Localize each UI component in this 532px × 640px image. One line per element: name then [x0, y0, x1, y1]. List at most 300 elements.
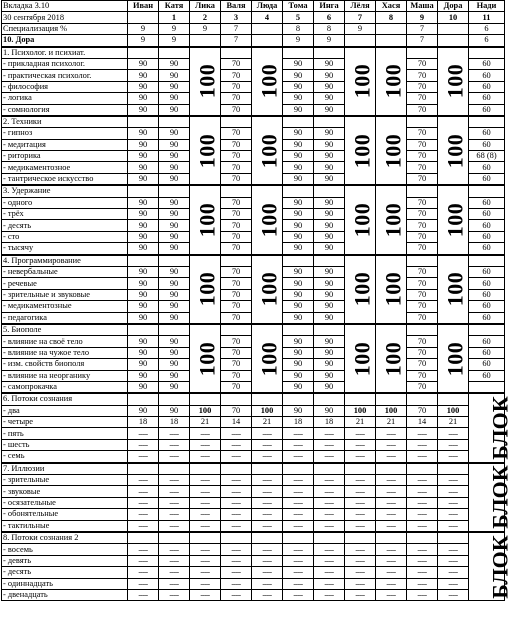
skill-value: 90 [283, 58, 314, 69]
skill-value: 90 [159, 139, 190, 150]
skill-value: 90 [314, 381, 345, 393]
skill-value: ----- [283, 428, 314, 439]
column-number: 7 [345, 12, 376, 23]
skill-value: ----- [252, 520, 283, 532]
skill-row [2, 405, 505, 416]
section-title-row [2, 532, 505, 544]
section-title-blank [221, 324, 252, 336]
dora-row-value: 9 [159, 35, 190, 47]
skill-label: - пять [2, 428, 128, 439]
section-title-blank [314, 324, 345, 336]
skill-value: 90 [314, 312, 345, 324]
skill-label: - практическая психолог. [2, 70, 128, 81]
skill-value: 70 [221, 359, 252, 370]
section-title-blank [438, 393, 469, 405]
skill-value: 90 [128, 243, 159, 255]
skill-value: ----- [376, 486, 407, 497]
skill-value: ----- [314, 555, 345, 566]
skill-label: - тантрическое искусство [2, 173, 128, 185]
skill-value: 90 [283, 104, 314, 116]
column-number: 9 [407, 12, 438, 23]
section-title-blank [345, 532, 376, 544]
section-title-blank [407, 116, 438, 128]
skill-value: 60 [469, 312, 505, 324]
skill-value: ----- [345, 544, 376, 555]
skill-value: ----- [159, 509, 190, 520]
skill-value: 90 [283, 266, 314, 277]
skill-value: 70 [221, 81, 252, 92]
skill-value: ----- [159, 567, 190, 578]
skill-value: ----- [314, 567, 345, 578]
skill-value: 21 [376, 417, 407, 428]
block-label [469, 393, 513, 462]
skill-value: ----- [376, 509, 407, 520]
skill-row [2, 417, 505, 428]
section-title-blank [407, 324, 438, 336]
skill-value: 90 [283, 139, 314, 150]
section-title-blank [407, 185, 438, 197]
skill-value: ----- [283, 567, 314, 578]
section-title-row [2, 185, 505, 197]
skill-value: ----- [159, 451, 190, 463]
skill-value: 90 [128, 301, 159, 312]
skill-value: 90 [283, 243, 314, 255]
skill-value: ----- [283, 486, 314, 497]
skill-row [2, 578, 505, 589]
column-number: 11 [469, 12, 505, 23]
skill-label: - восемь [2, 544, 128, 555]
block-text: БЛОК [487, 465, 513, 530]
skill-value: ----- [221, 555, 252, 566]
vertical-100-value [190, 116, 221, 185]
skill-value: ----- [345, 555, 376, 566]
column-name: Иван [128, 1, 159, 12]
skill-value: 90 [128, 266, 159, 277]
skill-value: 90 [159, 347, 190, 358]
skill-value: 90 [314, 151, 345, 162]
skill-label: - трёх [2, 209, 128, 220]
skill-value: ----- [221, 578, 252, 589]
vertical-100-text: 100 [380, 133, 406, 168]
column-name: Нади [469, 1, 505, 12]
skill-value: ----- [438, 589, 469, 600]
skill-label: - звуковые [2, 486, 128, 497]
skill-value: 90 [283, 312, 314, 324]
vertical-100-text: 100 [442, 202, 468, 238]
skill-value: ----- [252, 589, 283, 600]
section-title-blank [314, 463, 345, 475]
skill-value: 60 [469, 243, 505, 255]
column-number: 6 [314, 12, 345, 23]
skill-value: 90 [283, 93, 314, 104]
skill-label: - тактильные [2, 520, 128, 532]
vertical-100-text: 100 [194, 272, 220, 307]
skill-value: 90 [128, 405, 159, 416]
skill-value: ----- [159, 497, 190, 508]
skill-value: 90 [283, 162, 314, 173]
skill-value: 90 [283, 128, 314, 139]
section-title-blank [314, 532, 345, 544]
skill-value: 90 [128, 81, 159, 92]
skill-value: ----- [190, 544, 221, 555]
skill-value: 100 [345, 405, 376, 416]
skill-value: 90 [128, 312, 159, 324]
skill-value: ----- [159, 589, 190, 600]
section-title-blank [190, 393, 221, 405]
skill-label: - прикладная психолог. [2, 58, 128, 69]
skill-value: 90 [314, 128, 345, 139]
dora-row-value: 9 [128, 35, 159, 47]
section-title-blank [283, 532, 314, 544]
skill-value: 70 [407, 139, 438, 150]
skill-value: 90 [128, 70, 159, 81]
section-title-blank [252, 532, 283, 544]
section-title-blank [407, 463, 438, 475]
skill-value: ----- [252, 509, 283, 520]
vertical-100-text: 100 [442, 133, 468, 168]
skill-value: 90 [314, 209, 345, 220]
skill-value: ----- [128, 544, 159, 555]
skill-value: 90 [128, 370, 159, 381]
skill-value: 70 [407, 104, 438, 116]
skill-value: ----- [407, 544, 438, 555]
skill-value: ----- [376, 439, 407, 450]
skill-label: - речевые [2, 278, 128, 289]
skill-value: 70 [221, 289, 252, 300]
dora-row-value: 9 [283, 35, 314, 47]
skill-value: 70 [407, 278, 438, 289]
skill-value: ----- [438, 509, 469, 520]
skill-value: 90 [314, 139, 345, 150]
skill-value: 60 [469, 336, 505, 347]
specialization-row-value: 9 [190, 23, 221, 34]
skill-value: 60 [469, 197, 505, 208]
vertical-100-text: 100 [349, 272, 375, 307]
skill-value: ----- [252, 439, 283, 450]
skill-value: 90 [159, 220, 190, 231]
skill-value: 14 [407, 417, 438, 428]
skill-value: ----- [128, 555, 159, 566]
section-title-blank [252, 393, 283, 405]
section-title-blank [159, 185, 190, 197]
skill-label: - четыре [2, 417, 128, 428]
header-row [2, 1, 505, 12]
skill-value: 90 [314, 162, 345, 173]
skill-value: ----- [438, 439, 469, 450]
skill-value: 60 [469, 289, 505, 300]
skill-label: - влияние на своё тело [2, 336, 128, 347]
vertical-100-value [376, 47, 407, 116]
skill-value: 60 [469, 231, 505, 242]
skill-label: - сто [2, 231, 128, 242]
section-title-blank [469, 255, 505, 267]
skill-value: 90 [159, 151, 190, 162]
skill-value: ----- [345, 428, 376, 439]
skill-value: 70 [221, 266, 252, 277]
skill-value: ----- [438, 578, 469, 589]
skill-value: 70 [407, 93, 438, 104]
specialization-row-value: 7 [407, 23, 438, 34]
dora-row-value [190, 35, 221, 47]
skill-value: 90 [128, 128, 159, 139]
skill-value: ----- [283, 497, 314, 508]
skill-value: ----- [345, 520, 376, 532]
skill-value: ----- [438, 555, 469, 566]
skill-value: ----- [159, 428, 190, 439]
section-title-row [2, 47, 505, 59]
skill-value: ----- [376, 428, 407, 439]
specialization-row [2, 23, 505, 34]
section-title-blank [469, 116, 505, 128]
skill-value: 90 [314, 93, 345, 104]
skill-value: 90 [314, 231, 345, 242]
dora-row-value: 7 [407, 35, 438, 47]
section-title: 5. Биополе [2, 324, 128, 336]
skill-value: 90 [128, 173, 159, 185]
section-title-blank [128, 116, 159, 128]
skill-value: 70 [221, 151, 252, 162]
skill-value: 90 [159, 301, 190, 312]
skill-value: ----- [345, 439, 376, 450]
skill-value: 70 [221, 93, 252, 104]
section-title-blank [159, 532, 190, 544]
skill-value: ----- [190, 578, 221, 589]
skill-value: ----- [283, 475, 314, 486]
skill-label: - зрительные и звуковые [2, 289, 128, 300]
skill-value: 60 [469, 104, 505, 116]
dora-row-value [252, 35, 283, 47]
skill-value: 70 [221, 243, 252, 255]
skill-value: ----- [221, 451, 252, 463]
skill-value: 70 [221, 231, 252, 242]
skill-row [2, 486, 505, 497]
section-title: 2. Техники [2, 116, 128, 128]
skill-value: 18 [283, 417, 314, 428]
skill-value: ----- [407, 451, 438, 463]
skill-label: - зрительные [2, 475, 128, 486]
vertical-100-text: 100 [256, 133, 282, 168]
skill-value: ----- [221, 509, 252, 520]
section-title-blank [221, 185, 252, 197]
skill-value: ----- [128, 567, 159, 578]
skill-value: 70 [221, 104, 252, 116]
skill-value: 70 [407, 289, 438, 300]
skill-value: ----- [128, 509, 159, 520]
skill-value: 90 [128, 209, 159, 220]
skill-value: ----- [190, 589, 221, 600]
section-title-blank [376, 393, 407, 405]
skill-value: 70 [221, 128, 252, 139]
section-title-blank [190, 532, 221, 544]
skill-value: 90 [314, 81, 345, 92]
skill-value: 90 [159, 81, 190, 92]
skill-value: 90 [128, 278, 159, 289]
skills-table [1, 0, 513, 601]
vertical-100-value [345, 185, 376, 254]
skill-value: ----- [283, 589, 314, 600]
skill-value: 90 [283, 231, 314, 242]
skill-value: ----- [128, 520, 159, 532]
skill-value: 90 [283, 220, 314, 231]
section-title-blank [221, 47, 252, 59]
skill-value: ----- [407, 509, 438, 520]
skill-value: ----- [252, 555, 283, 566]
skill-value: ----- [221, 428, 252, 439]
section-title-blank [128, 47, 159, 59]
skill-row [2, 567, 505, 578]
column-number: 8 [376, 12, 407, 23]
skill-value: ----- [314, 439, 345, 450]
skill-row [2, 428, 505, 439]
skill-row [2, 555, 505, 566]
skill-value: ----- [438, 428, 469, 439]
skill-value: ----- [159, 520, 190, 532]
vertical-100-text: 100 [349, 341, 375, 376]
section-title-blank [128, 324, 159, 336]
skill-value: 90 [283, 278, 314, 289]
column-number: 5 [283, 12, 314, 23]
skill-value: ----- [345, 475, 376, 486]
skill-value: 70 [221, 139, 252, 150]
skill-value: ----- [283, 439, 314, 450]
skill-value: 70 [221, 220, 252, 231]
skill-value: 90 [159, 93, 190, 104]
skill-value: 70 [407, 312, 438, 324]
skill-value: ----- [407, 578, 438, 589]
column-name: Маша [407, 1, 438, 12]
skill-value: 90 [283, 370, 314, 381]
skill-value: 70 [407, 70, 438, 81]
skill-value: ----- [314, 475, 345, 486]
column-name: Люда [252, 1, 283, 12]
vertical-100-text: 100 [194, 63, 220, 99]
skill-row [2, 497, 505, 508]
vertical-100-value [252, 255, 283, 324]
skill-value: 90 [283, 301, 314, 312]
skill-value: 90 [159, 58, 190, 69]
column-number: 10 [438, 12, 469, 23]
skill-value: 90 [159, 197, 190, 208]
block-text: БЛОК [487, 396, 513, 460]
sheet-title: Вкладка 3.10 [2, 1, 128, 12]
skill-label: - девять [2, 555, 128, 566]
vertical-100-value [376, 116, 407, 185]
section-title-blank [469, 324, 505, 336]
vertical-100-value [345, 47, 376, 116]
vertical-100-text: 100 [349, 202, 375, 238]
skill-value: ----- [221, 544, 252, 555]
skill-value: ----- [314, 544, 345, 555]
section-title: 8. Потоки сознания 2 [2, 532, 128, 544]
skill-value: 70 [221, 347, 252, 358]
section-title-blank [407, 47, 438, 59]
skill-value: ----- [190, 567, 221, 578]
dora-row-label: 10. Дора [2, 35, 128, 47]
skill-value: ----- [190, 520, 221, 532]
skill-value: 90 [159, 209, 190, 220]
skill-value: 70 [221, 301, 252, 312]
skill-value: ----- [128, 475, 159, 486]
skill-label: - сомнология [2, 104, 128, 116]
specialization-row-value: 8 [314, 23, 345, 34]
section-title-blank [159, 463, 190, 475]
skill-value: ----- [190, 451, 221, 463]
section-title-blank [314, 255, 345, 267]
skill-value: ----- [283, 555, 314, 566]
section-title-blank [438, 532, 469, 544]
skill-value: 60 [469, 128, 505, 139]
section-title: 3. Удержание [2, 185, 128, 197]
section-title-blank [190, 463, 221, 475]
skill-value: 70 [221, 162, 252, 173]
skill-value: 90 [159, 381, 190, 393]
skill-value: ----- [190, 486, 221, 497]
skill-value: ----- [438, 520, 469, 532]
skill-value: 90 [159, 336, 190, 347]
section-title: 6. Потоки сознания [2, 393, 128, 405]
vertical-100-value [438, 255, 469, 324]
skill-value: ----- [407, 589, 438, 600]
vertical-100-text: 100 [194, 133, 220, 168]
dora-row-value: 6 [469, 35, 505, 47]
skill-value: 70 [407, 243, 438, 255]
section-title-blank [221, 463, 252, 475]
skill-value: 70 [221, 381, 252, 393]
skill-value: 90 [159, 104, 190, 116]
vertical-100-value [376, 185, 407, 254]
section-title-blank [221, 255, 252, 267]
column-name: Лёля [345, 1, 376, 12]
section-title-blank [469, 185, 505, 197]
skill-value: 90 [314, 289, 345, 300]
skill-value: ----- [128, 486, 159, 497]
section-title-blank [407, 393, 438, 405]
skill-value: 60 [469, 209, 505, 220]
vertical-100-value [376, 255, 407, 324]
skill-value: 60 [469, 359, 505, 370]
skill-value: ----- [283, 544, 314, 555]
skill-value: ----- [128, 451, 159, 463]
skill-value: 90 [159, 173, 190, 185]
specialization-row-value: 9 [128, 23, 159, 34]
skill-value: 90 [128, 104, 159, 116]
skill-value: 100 [190, 405, 221, 416]
skill-value: 90 [314, 301, 345, 312]
skill-value: 90 [283, 289, 314, 300]
skill-value: ----- [283, 509, 314, 520]
skill-value: ----- [252, 475, 283, 486]
skill-value: 70 [407, 370, 438, 381]
skill-value: 70 [407, 405, 438, 416]
specialization-row-value: 9 [159, 23, 190, 34]
section-title-blank [314, 185, 345, 197]
skill-value: 90 [128, 231, 159, 242]
vertical-100-text: 100 [349, 63, 375, 99]
skill-value: 90 [314, 336, 345, 347]
skill-row [2, 475, 505, 486]
skill-value: ----- [221, 520, 252, 532]
vertical-100-text: 100 [256, 202, 282, 238]
skill-value: 90 [159, 231, 190, 242]
skill-value: 90 [128, 93, 159, 104]
skill-row [2, 509, 505, 520]
skill-value: 70 [407, 359, 438, 370]
vertical-100-value [252, 47, 283, 116]
skill-value: 90 [283, 359, 314, 370]
section-title-blank [128, 463, 159, 475]
skill-value: 70 [407, 381, 438, 393]
skill-value: 70 [407, 173, 438, 185]
